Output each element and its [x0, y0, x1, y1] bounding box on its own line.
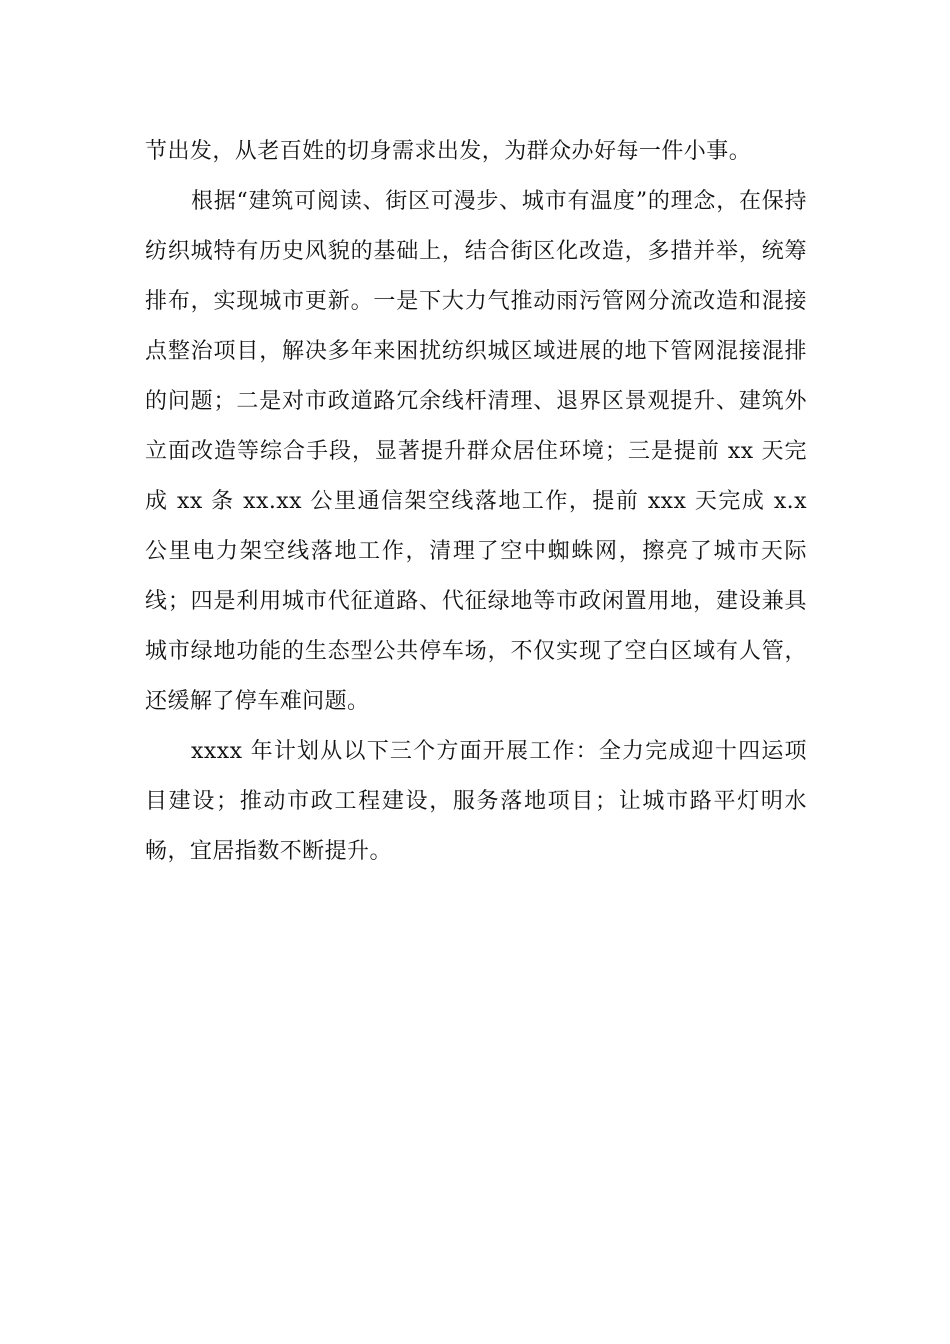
paragraph-2: 根据“建筑可阅读、街区可漫步、城市有温度”的理念，在保持纺织城特有历史风貌的基础上，结合街区化改造，多措并举，统筹排布，实现城市更新。一是下大力气推动雨污管网分流改造和混接点整治项目，解决多年来困扰纺织城区域进展的地下管网混接混排的问题；二是对市政道路冗余线杆清理、退界区景观提升、建筑外立面改造等综合手段，显著提升群众居住环境；三是提前 xx 天完成 xx 条 xx.xx 公里通信架空线落地工作，提前 xxx 天完成 x.x 公里电力架空线落地工作，清理了空中蜘蛛网，擦亮了城市天际线；四是利用城市代征道路、代征绿地等市政闲置用地，建设兼具城市绿地功能的生态型公共停车场，不仅实现了空白区域有人管，还缓解了停车难问题。	[145, 189, 807, 714]
document-body	[145, 127, 807, 877]
paragraph-3: xxxx 年计划从以下三个方面开展工作：全力完成迎十四运项目建设；推动市政工程建设，服务落地项目；让城市路平灯明水畅，宜居指数不断提升。	[145, 739, 807, 864]
paragraph-1: 节出发，从老百姓的切身需求出发，为群众办好每一件小事。	[145, 139, 752, 164]
